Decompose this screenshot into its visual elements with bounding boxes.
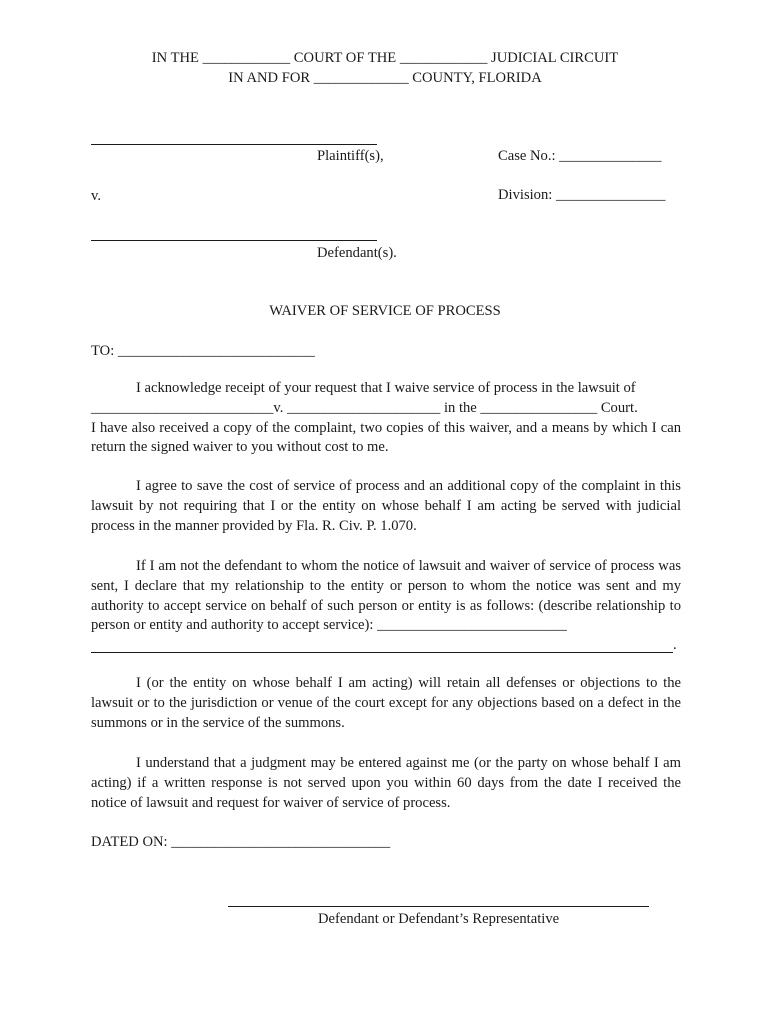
acknowledge-line-1: I acknowledge receipt of your request that I waive service of process in the lawsuit of xyxy=(136,380,636,396)
to-field[interactable]: TO: ___________________________ xyxy=(91,343,315,359)
defendant-name-line[interactable] xyxy=(91,240,377,241)
judgment-text: I understand that a judgment may be entered against me (or the party on whose behalf I am acting) if a written response is not served upon you within 60 days from the date I received the notice of lawsuit and request for waiver of service of process. xyxy=(91,755,681,811)
case-number-field[interactable]: Case No.: ______________ xyxy=(498,148,662,164)
signature-line[interactable] xyxy=(228,906,649,907)
save-cost-text: I agree to save the cost of service of process and an additional copy of the complaint in this lawsuit by not requiring that I or the entity on whose behalf I am acting be served with judicial process in the manner provided by Fla. R. Civ. P. 1.070. xyxy=(91,478,681,534)
lawsuit-parties-fields[interactable]: _________________________v. _____________________ in the ________________ Court. xyxy=(91,399,638,416)
relationship-text: If I am not the defendant to whom the notice of lawsuit and waiver of service of process was sent, I declare that my relationship to the entity or person to whom the notice was sent and my authority to accept service on behalf of such person or entity is as follows: (describe relationship to person or entity and authority to accept service): __________________________ xyxy=(91,558,681,634)
acknowledge-continued: I have also received a copy of the complaint, two copies of this waiver, and a means by which I can return the signed waiver to you without cost to me. xyxy=(91,419,681,456)
versus-label: v. xyxy=(91,188,101,204)
paragraph-relationship xyxy=(91,557,681,636)
relationship-period: . xyxy=(673,637,677,653)
paragraph-judgment xyxy=(91,754,681,813)
signature-label: Defendant or Defendant’s Representative xyxy=(318,911,560,927)
dated-on-field[interactable]: DATED ON: ______________________________ xyxy=(91,834,391,850)
paragraph-save-cost xyxy=(91,477,681,536)
court-header-line-1: IN THE ____________ COURT OF THE ____________ JUDICIAL CIRCUIT xyxy=(151,50,619,66)
paragraph-defenses xyxy=(91,674,681,733)
court-header-line-2: IN AND FOR _____________ COUNTY, FLORIDA xyxy=(228,70,542,86)
paragraph-acknowledge xyxy=(91,379,681,458)
document-title: WAIVER OF SERVICE OF PROCESS xyxy=(269,303,501,319)
division-field[interactable]: Division: _______________ xyxy=(498,187,666,203)
relationship-continuation-line[interactable] xyxy=(91,652,673,653)
defendant-label: Defendant(s). xyxy=(317,245,397,261)
plaintiff-label: Plaintiff(s), xyxy=(317,148,384,164)
plaintiff-name-line[interactable] xyxy=(91,144,377,145)
defenses-text: I (or the entity on whose behalf I am acting) will retain all defenses or objections to the lawsuit or to the jurisdiction or venue of the court except for any objections based on a defect in the summons or in the service of the summons. xyxy=(91,675,681,731)
